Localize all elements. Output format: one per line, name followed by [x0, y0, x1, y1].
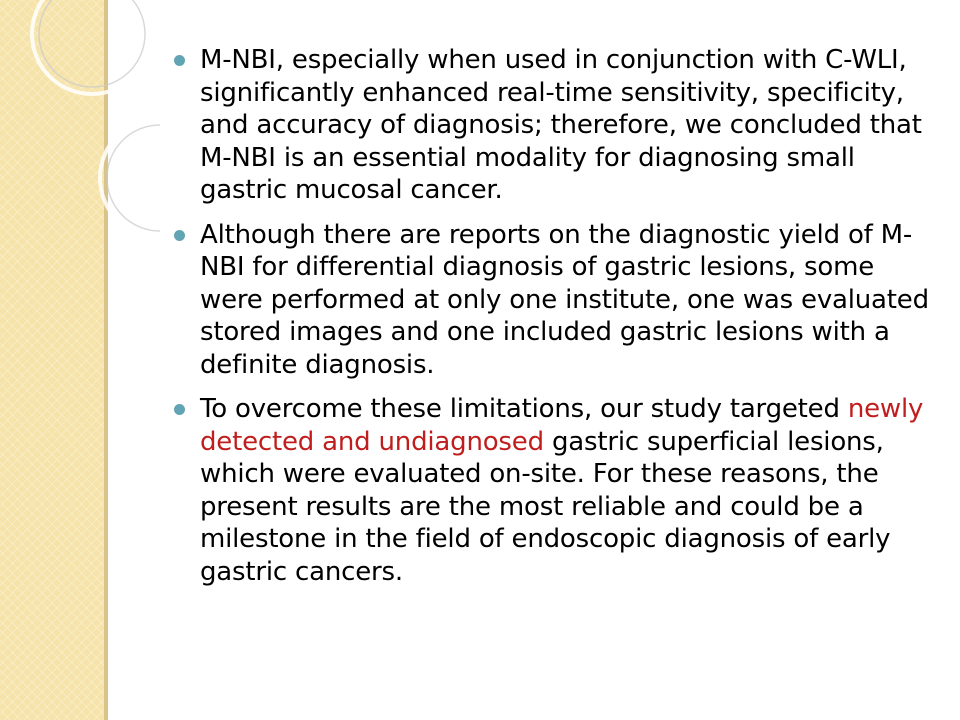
bullet-item [174, 393, 930, 588]
bullet-item [174, 219, 930, 382]
bullet-text-start: To overcome these limitations, our study targeted [200, 394, 848, 424]
decorative-circles [0, 0, 160, 260]
bullet-item [174, 44, 930, 207]
bullet-text: M-NBI, especially when used in conjunction with C-WLI, significantly enhanced real-time sensitivity, specificity, and accuracy of diagnosis; therefore, we concluded that M-NBI is an essential modality for diagnosing small gastric mucosal cancer. [200, 45, 922, 205]
slide-content [174, 44, 930, 600]
bullet-dot-icon [174, 230, 185, 241]
bullet-text-end: gastric superficial lesions, which were evaluated on-site. For these reasons, the present results are the most reliable and could be a milestone in the field of endoscopic diagnosis of early gastric cancers. [200, 426, 891, 587]
bullet-dot-icon [174, 55, 185, 66]
highlighted-text: newly detected and undiagnosed [200, 394, 924, 457]
bullet-text: Although there are reports on the diagnostic yield of M-NBI for differential diagnosis of gastric lesions, some were performed at only one institute, one was evaluated stored images and one included gastric lesions with a definite diagnosis. [200, 219, 929, 380]
bullet-list [174, 44, 930, 588]
bullet-dot-icon [174, 404, 185, 415]
